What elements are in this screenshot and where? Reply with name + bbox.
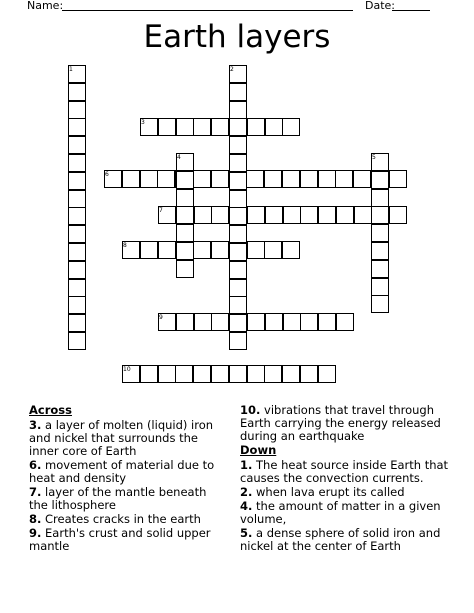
- crossword-cell[interactable]: [211, 170, 229, 188]
- crossword-cell[interactable]: [229, 83, 247, 101]
- crossword-cell[interactable]: [140, 365, 158, 383]
- crossword-cell[interactable]: [282, 365, 300, 383]
- crossword-cell[interactable]: [68, 83, 86, 101]
- crossword-cell[interactable]: [247, 118, 265, 136]
- crossword-cell[interactable]: [176, 206, 194, 224]
- crossword-cell[interactable]: [68, 261, 86, 279]
- down-heading: Down: [240, 443, 277, 457]
- crossword-cell[interactable]: [194, 313, 212, 331]
- crossword-cell[interactable]: [176, 224, 194, 242]
- crossword-cell[interactable]: [158, 365, 176, 383]
- clue-across-3: 3. a layer of molten (liquid) iron and nickel that surrounds the inner core of Earth: [29, 418, 214, 458]
- crossword-cell[interactable]: [122, 170, 140, 188]
- crossword-cell[interactable]: [247, 206, 265, 224]
- across-clues: [29, 404, 227, 554]
- crossword-cell[interactable]: [68, 118, 86, 136]
- crossword-cell[interactable]: [140, 241, 158, 259]
- crossword-cell[interactable]: [176, 313, 194, 331]
- crossword-cell[interactable]: [176, 171, 194, 189]
- clue-down-4: 4. the amount of matter in a given volume,: [240, 499, 441, 526]
- page-title: Earth layers: [143, 19, 331, 55]
- crossword-cell[interactable]: [229, 136, 247, 154]
- crossword-cell[interactable]: [371, 278, 389, 296]
- crossword-cell[interactable]: [371, 171, 389, 189]
- crossword-cell[interactable]: [211, 241, 229, 259]
- crossword-cell[interactable]: [68, 101, 86, 119]
- crossword-cell[interactable]: [371, 206, 389, 224]
- date-label: Date:: [365, 0, 395, 12]
- clue-number-7: 7: [159, 207, 163, 214]
- crossword-cell[interactable]: [211, 206, 229, 224]
- crossword-cell[interactable]: [158, 118, 176, 136]
- crossword-cell[interactable]: [68, 207, 86, 225]
- crossword-cell[interactable]: [318, 313, 336, 331]
- crossword-cell[interactable]: [247, 365, 265, 383]
- clue-number-6: 6: [105, 171, 109, 178]
- crossword-cell[interactable]: [193, 241, 211, 259]
- crossword-cell[interactable]: [229, 154, 247, 172]
- clue-number-3: 3: [141, 119, 145, 126]
- crossword-cell[interactable]: [68, 154, 86, 172]
- crossword-cell[interactable]: [265, 118, 283, 136]
- crossword-cell[interactable]: [176, 189, 194, 207]
- crossword-cell[interactable]: [68, 314, 86, 332]
- crossword-cell[interactable]: [371, 224, 389, 242]
- crossword-cell[interactable]: [300, 365, 318, 383]
- crossword-cell[interactable]: [265, 313, 283, 331]
- crossword-cell[interactable]: [158, 241, 176, 259]
- crossword-cell[interactable]: [193, 365, 211, 383]
- crossword-cell[interactable]: [318, 206, 336, 224]
- clue-across-9: 9. Earth's crust and solid upper mantle: [29, 526, 211, 553]
- crossword-cell[interactable]: [68, 332, 86, 350]
- clue-number-9: 9: [159, 314, 163, 321]
- name-label: Name:: [27, 0, 64, 12]
- crossword-cell[interactable]: [264, 170, 282, 188]
- crossword-cell[interactable]: [283, 206, 301, 224]
- crossword-cell[interactable]: [68, 225, 86, 243]
- crossword-cell[interactable]: [265, 206, 283, 224]
- clue-across-6: 6. movement of material due to heat and density: [29, 458, 215, 485]
- crossword-cell[interactable]: [68, 279, 86, 297]
- crossword-cell[interactable]: [336, 313, 354, 331]
- crossword-cell[interactable]: [175, 365, 193, 383]
- crossword-cell[interactable]: [283, 313, 301, 331]
- clue-number-1: 1: [69, 66, 73, 73]
- crossword-cell[interactable]: [229, 296, 247, 314]
- clue-across-7: 7. layer of the mantle beneath the lithosphere: [29, 485, 207, 512]
- crossword-cell[interactable]: [389, 170, 407, 188]
- crossword-cell[interactable]: [229, 190, 247, 208]
- crossword-cell[interactable]: [229, 172, 247, 190]
- crossword-cell[interactable]: [68, 190, 86, 208]
- clue-number-8: 8: [123, 242, 127, 249]
- crossword-cell[interactable]: [282, 241, 300, 259]
- crossword-cell[interactable]: [193, 118, 211, 136]
- crossword-cell[interactable]: [194, 206, 212, 224]
- crossword-cell[interactable]: [176, 242, 194, 260]
- crossword-cell[interactable]: [68, 296, 86, 314]
- crossword-cell[interactable]: [336, 206, 354, 224]
- clue-down-5: 5. a dense sphere of solid iron and nickel at the center of Earth: [240, 526, 441, 553]
- crossword-cell[interactable]: [300, 206, 318, 224]
- crossword-cell[interactable]: [229, 365, 247, 383]
- right-clues: [240, 404, 452, 554]
- crossword-cell[interactable]: [176, 118, 194, 136]
- crossword-cell[interactable]: [247, 313, 265, 331]
- clue-number-2: 2: [230, 66, 234, 73]
- crossword-cell[interactable]: [264, 241, 282, 259]
- clue-across-10: 10. vibrations that travel through Earth carrying the energy released during an earthquake: [240, 403, 441, 443]
- crossword-cell[interactable]: [353, 170, 371, 188]
- crossword-cell[interactable]: [247, 241, 265, 259]
- crossword-cell[interactable]: [229, 279, 247, 297]
- crossword-cell[interactable]: [229, 243, 247, 261]
- crossword-cell[interactable]: [300, 170, 318, 188]
- crossword-cell[interactable]: [211, 118, 229, 136]
- crossword-cell[interactable]: [68, 243, 86, 261]
- crossword-cell[interactable]: [318, 365, 336, 383]
- crossword-cell[interactable]: [389, 206, 407, 224]
- crossword-cell[interactable]: [68, 136, 86, 154]
- crossword-cell[interactable]: [193, 170, 211, 188]
- crossword-cell[interactable]: [371, 260, 389, 278]
- crossword-cell[interactable]: [318, 170, 336, 188]
- crossword-cell[interactable]: [371, 242, 389, 260]
- crossword-cell[interactable]: [157, 170, 175, 188]
- clue-down-2: 2. when lava erupt its called: [240, 485, 405, 499]
- crossword-cell[interactable]: [211, 313, 229, 331]
- crossword-cell[interactable]: [335, 170, 353, 188]
- across-heading: Across: [29, 403, 72, 417]
- clue-number-4: 4: [177, 154, 181, 161]
- crossword-cell[interactable]: [229, 261, 247, 279]
- crossword-cell[interactable]: [229, 225, 247, 243]
- crossword-cell[interactable]: [229, 101, 247, 119]
- crossword-cell[interactable]: [354, 206, 372, 224]
- crossword-cell[interactable]: [246, 170, 264, 188]
- crossword-cell[interactable]: [229, 207, 247, 225]
- crossword-cell[interactable]: [68, 172, 86, 190]
- clue-number-5: 5: [372, 154, 376, 161]
- crossword-cell[interactable]: [229, 314, 247, 332]
- crossword-cell[interactable]: [300, 313, 318, 331]
- crossword-cell[interactable]: [211, 365, 229, 383]
- crossword-cell[interactable]: [229, 332, 247, 350]
- clue-across-8: 8. Creates cracks in the earth: [29, 512, 201, 526]
- crossword-cell[interactable]: [176, 260, 194, 278]
- crossword-cell[interactable]: [229, 118, 247, 136]
- crossword-cell[interactable]: [371, 295, 389, 313]
- clue-number-10: 10: [123, 366, 131, 373]
- crossword-cell[interactable]: [282, 170, 300, 188]
- clue-down-1: 1. The heat source inside Earth that causes the convection currents.: [240, 458, 449, 485]
- crossword-cell[interactable]: [282, 118, 300, 136]
- crossword-cell[interactable]: [140, 170, 158, 188]
- crossword-cell[interactable]: [371, 189, 389, 207]
- crossword-cell[interactable]: [264, 365, 282, 383]
